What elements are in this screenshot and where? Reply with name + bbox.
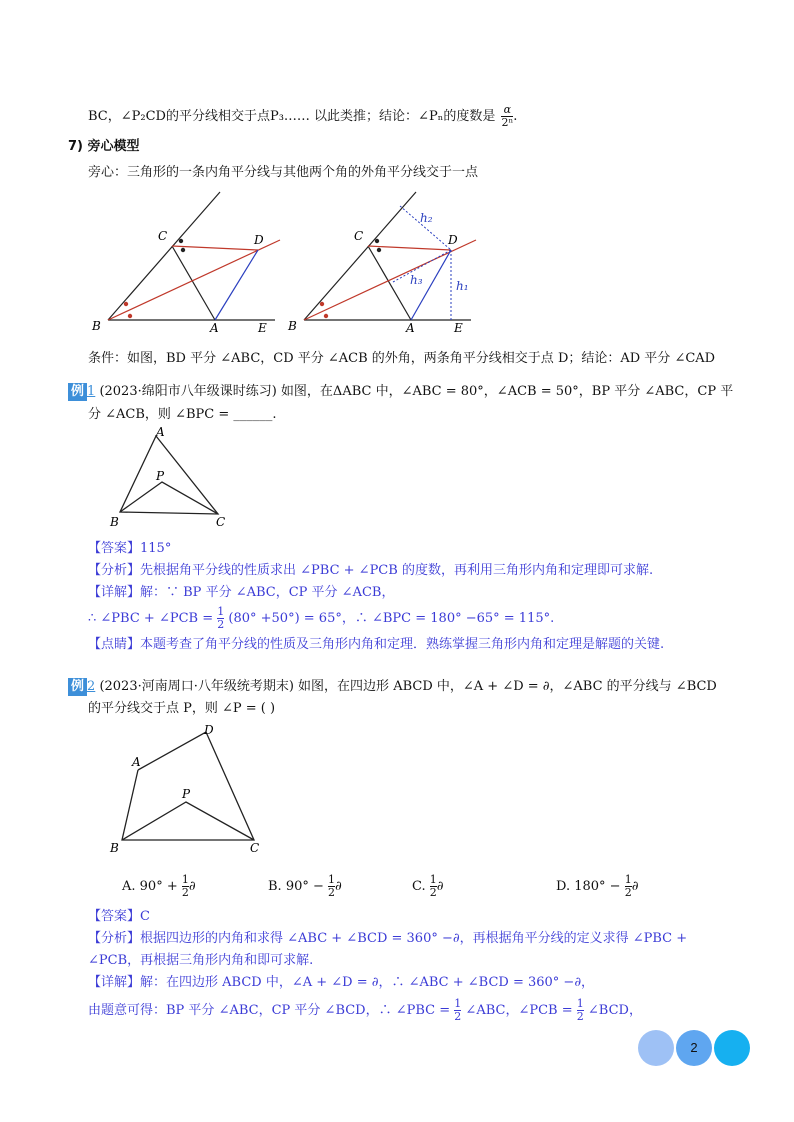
example-1-line2: 分 ∠ACB，则 ∠BPC = ______. xyxy=(88,407,277,422)
ex2-analysis2: ∠PCB，再根据三角形内角和即可求解. xyxy=(88,953,314,968)
label-C: C xyxy=(158,229,168,243)
label-B: B xyxy=(288,319,297,333)
ex2-detail1: 【详解】解：在四边形 ABCD 中，∠A + ∠D = ∂，∴ ∠ABC + ∠BCD = 360° −∂， xyxy=(88,975,595,990)
ex1-comment: 【点睛】本题考查了角平分线的性质及三角形内角和定理．熟练掌握三角形内角和定理是解题的关键. xyxy=(88,637,665,652)
label-D: D xyxy=(204,723,214,737)
label-h3: h₃ xyxy=(410,273,423,287)
label-A: A xyxy=(406,321,415,335)
option-b[interactable]: B. 90° − $\frac{1}{2}$ ∂ xyxy=(268,873,342,899)
top-line: BC，∠P₂CD的平分线相交于点P₃…… 以此类推；结论：∠Pₙ的度数是 $\frac{\alpha}{\text{2ⁿ}}$ . xyxy=(88,103,518,129)
label-P: P xyxy=(156,469,165,483)
label-E: E xyxy=(258,321,267,335)
option-d[interactable]: D. 180° − $\frac{1}{2}$ ∂ xyxy=(556,873,639,899)
ex1-detail2: ∴ ∠PBC + ∠PCB = $\frac{1}{2}$ (80° +50°) = 65°，∴ ∠BPC = 180° −65° = 115°. xyxy=(88,605,555,631)
label-C: C xyxy=(216,515,226,529)
example-1-figure xyxy=(104,424,244,532)
ex1-detail1: 【详解】解：∵ BP 平分 ∠ABC，CP 平分 ∠ACB， xyxy=(88,585,395,600)
example-2-line1: 例 2 (2023·河南周口·八年级统考期末) 如图，在四边形 ABCD 中，∠A + ∠D = ∂，∠ABC 的平分线与 ∠BCD xyxy=(68,678,717,696)
option-a[interactable]: A. 90° + $\frac{1}{2}$ ∂ xyxy=(122,873,196,899)
page-number: 2 xyxy=(690,1040,698,1055)
label-E: E xyxy=(454,321,463,335)
line-BD xyxy=(108,240,280,320)
section-definition: 旁心：三角形的一条内角平分线与其他两个角的外角平分线交于一点 xyxy=(88,165,479,180)
ex1-analysis: 【分析】先根据角平分线的性质求出 ∠PBC + ∠PCB 的度数，再利用三角形内角和定理即可求解. xyxy=(88,563,654,578)
example-badge: 例 xyxy=(68,678,87,696)
label-A: A xyxy=(132,755,141,769)
label-A: A xyxy=(156,425,165,439)
example-1-line1: 例 1 (2023·绵阳市八年级课时练习) 如图，在ΔABC 中，∠ABC = 80°，∠ACB = 50°，BP 平分 ∠ABC，CP 平 xyxy=(68,383,733,401)
page-number-badge xyxy=(638,1030,750,1066)
label-B: B xyxy=(110,841,119,854)
ex1-answer: 【答案】115° xyxy=(88,541,172,556)
label-h2: h₂ xyxy=(420,211,433,225)
ex2-detail2: 由题意可得：BP 平分 ∠ABC，CP 平分 ∠BCD，∴ ∠PBC = $\frac{1}{2}$ ∠ABC，∠PCB = $\frac{1}{2}$ ∠BCD， xyxy=(88,997,642,1023)
label-D: D xyxy=(254,233,264,247)
label-B: B xyxy=(110,515,119,529)
section-heading: 7) 旁心模型 xyxy=(68,139,140,154)
line-CA xyxy=(172,246,215,320)
label-D: D xyxy=(448,233,458,247)
label-C: C xyxy=(250,841,260,854)
label-B: B xyxy=(92,319,101,333)
ex2-answer: 【答案】C xyxy=(88,909,150,924)
option-c[interactable]: C. $\frac{1}{2}$ ∂ xyxy=(412,873,444,899)
excenter-figure-right xyxy=(286,186,486,338)
top-fraction: $\frac{\alpha}{\text{2ⁿ}}$ xyxy=(501,103,514,129)
label-h1: h₁ xyxy=(456,279,469,293)
label-P: P xyxy=(182,787,191,801)
example-2-figure xyxy=(104,720,274,854)
ex2-analysis1: 【分析】根据四边形的内角和求得 ∠ABC + ∠BCD = 360° −∂，再根据角平分线的定义求得 ∠PBC + xyxy=(88,931,688,946)
label-A: A xyxy=(210,321,219,335)
example-badge: 例 xyxy=(68,383,87,401)
example-2-line2: 的平分线交于点 P，则 ∠P = ( ) xyxy=(88,701,276,716)
excenter-figure-left xyxy=(90,186,290,338)
condition-text: 条件：如图，BD 平分 ∠ABC，CD 平分 ∠ACB 的外角，两条角平分线相交于点 D；结论：AD 平分 ∠CAD xyxy=(88,351,716,366)
label-C: C xyxy=(354,229,364,243)
